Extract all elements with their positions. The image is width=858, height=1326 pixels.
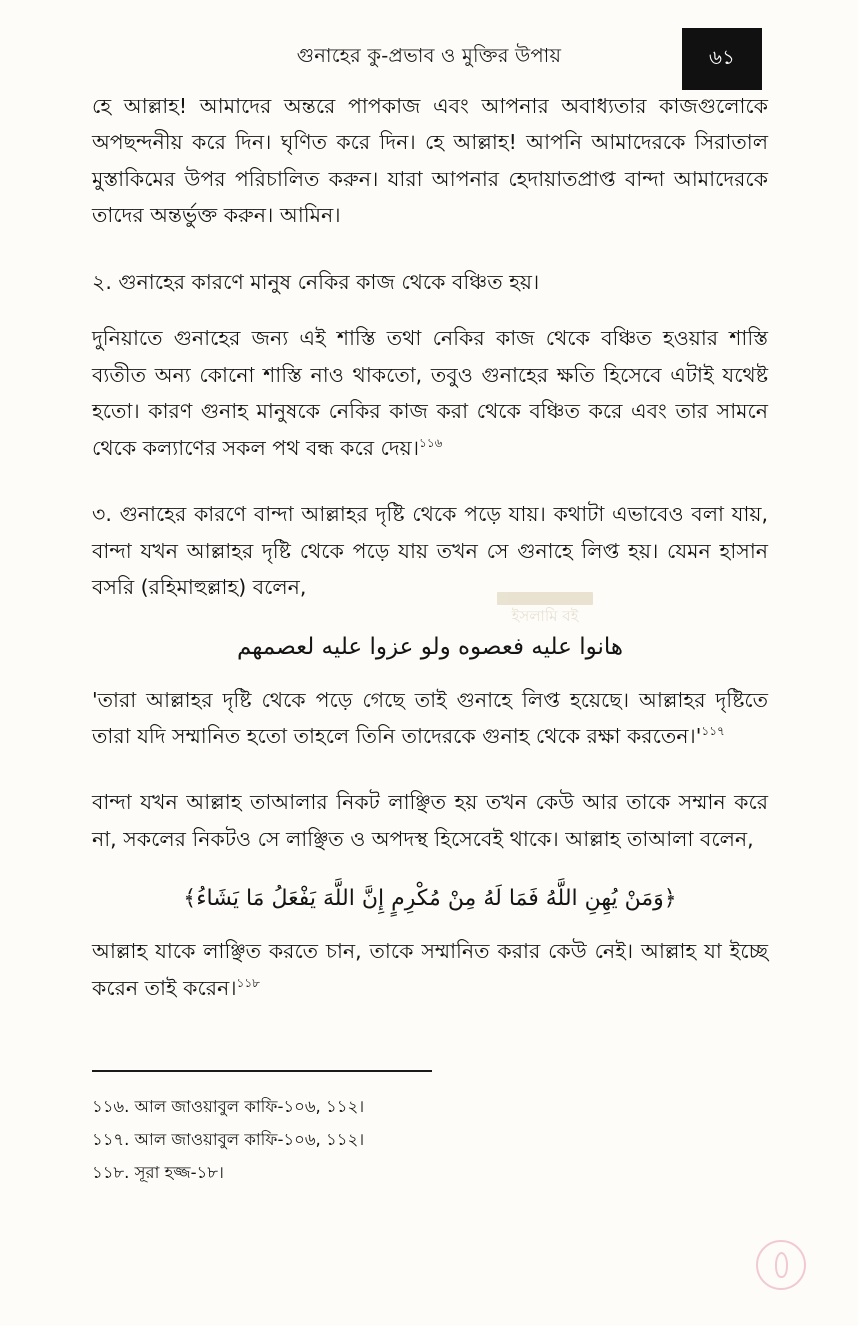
spacer xyxy=(92,466,768,496)
spacer xyxy=(92,754,768,784)
paragraph-5 xyxy=(92,933,768,1006)
paragraph-2 xyxy=(92,320,768,466)
paragraph-5-text: আল্লাহ যাকে লাঞ্ছিত করতে চান, তাকে সম্মানিত করার কেউ নেই। আল্লাহ যা ইচ্ছে করেন তাই করেন। xyxy=(92,939,768,1000)
spacer xyxy=(92,234,768,264)
footnote-marker-117: ১১৭ xyxy=(701,724,725,739)
watermark-label: ইসলামি বই xyxy=(511,607,579,625)
section-heading-3: ৩. গুনাহের কারণে বান্দা আল্লাহর দৃষ্টি থেকে পড়ে যায়। কথাটা এভাবেও বলা যায়, বান্দা যখন আল্লাহর দৃষ্টি থেকে পড়ে যায় তখন সে গুনাহে লিপ্ত হয়। যেমন হাসান বসরি (রহিমাহুল্লাহ) বলেন, xyxy=(92,502,768,600)
spacer xyxy=(92,857,768,877)
footnote-item: ১১৬. আল জাওয়াবুল কাফি-১০৬, ১১২। xyxy=(92,1097,365,1116)
quran-verse-hajj-18: ﴿وَمَنْ يُهِنِ اللَّهُ فَمَا لَهُ مِنْ مُكْرِمٍ إِنَّ اللَّهَ يَفْعَلُ مَا يَشَاءُ﴾ xyxy=(183,886,677,912)
running-head-title: গুনাহের কু-প্রভাব ও মুক্তির উপায় xyxy=(296,44,562,67)
footnotes-section xyxy=(92,1070,768,1189)
footnote-separator-rule xyxy=(92,1070,432,1072)
paragraph-dua: হে আল্লাহ! আমাদের অন্তরে পাপকাজ এবং আপনার অবাধ্যতার কাজগুলোকে অপছন্দনীয় করে দিন। ঘৃণিত করে দিন। হে আল্লাহ! আপনি আমাদেরকে সিরাতাল মুস্তাকিমের উপর পরিচালিত করুন। যারা আপনার হেদায়াতপ্রাপ্ত বান্দা আমাদেরকে তাদের অন্তর্ভুক্ত করুন। আমিন। xyxy=(92,94,768,228)
spacer xyxy=(92,670,768,682)
page-content xyxy=(92,88,768,1006)
publisher-logo-icon xyxy=(756,1240,806,1290)
section-heading-2: ২. গুনাহের কারণে মানুষ নেকির কাজ থেকে বঞ্চিত হয়। xyxy=(92,269,540,294)
paragraph-3-translation xyxy=(92,682,768,755)
paragraph-3-translation-text: 'তারা আল্লাহর দৃষ্টি থেকে পড়ে গেছে তাই গুনাহে লিপ্ত হয়েছে। আল্লাহর দৃষ্টিতে তারা যদি সম্মানিত হতো তাহলে তিনি তাদেরকে গুনাহ থেকে রক্ষা করতেন।' xyxy=(92,687,768,748)
footnote-marker-118: ১১৮ xyxy=(236,976,260,991)
spacer xyxy=(92,921,768,933)
paragraph-4: বান্দা যখন আল্লাহ তাআলার নিকট লাঞ্ছিত হয় তখন কেউ আর তাকে সম্মান করে না, সকলের নিকটও সে লাঞ্ছিত ও অপদস্থ হিসেবেই থাকে। আল্লাহ তাআলা বলেন, xyxy=(92,790,768,851)
spacer xyxy=(92,606,768,626)
footnote-item: ১১৮. সূরা হজ্জ-১৮। xyxy=(92,1163,224,1182)
spacer xyxy=(92,300,768,320)
paragraph-2-text: দুনিয়াতে গুনাহের জন্য এই শাস্তি তথা নেকির কাজ থেকে বঞ্চিত হওয়ার শাস্তি ব্যতীত অন্য কোনো শাস্তি নাও থাকতো, তবুও গুনাহের ক্ষতি হিসেবে এটাই যথেষ্ট হতো। কারণ গুনাহ মানুষকে নেকির কাজ করা থেকে বঞ্চিত করে এবং তার সামনে থেকে কল্যাণের সকল পথ বন্ধ করে দেয়। xyxy=(92,326,768,460)
page-number-text: ৬১ xyxy=(709,44,735,69)
page-header xyxy=(0,28,858,90)
page-number-badge xyxy=(682,28,762,90)
arabic-quote-hasan-basri: هانوا عليه فعصوه ولو عزوا عليه لعصمهم xyxy=(236,633,624,660)
footnote-marker-116: ১১৬ xyxy=(419,436,443,451)
footnote-item: ১১৭. আল জাওয়াবুল কাফি-১০৬, ১১২। xyxy=(92,1130,365,1149)
